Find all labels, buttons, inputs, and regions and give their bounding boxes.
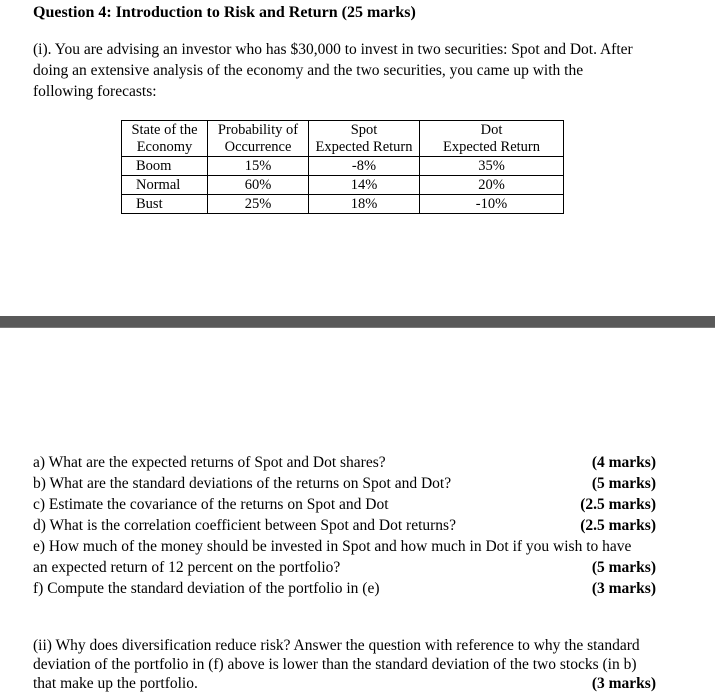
state-cell: Normal [122, 176, 208, 195]
table-row [122, 157, 564, 176]
spot-return-cell: 18% [309, 195, 420, 214]
question-intro [33, 39, 673, 102]
page-divider [0, 316, 715, 327]
question-f [33, 578, 656, 599]
question-e [33, 557, 656, 578]
question-marks: (2.5 marks) [580, 496, 656, 513]
question-marks: (4 marks) [591, 454, 656, 471]
dot-return-cell: 35% [420, 157, 564, 176]
probability-cell: 60% [208, 176, 309, 195]
question-list [33, 452, 656, 599]
part2-line: deviation of the portfolio in (f) above is lower than the standard deviation of the two stocks (in b) [33, 656, 637, 673]
question-text: f) Compute the standard deviation of the portfolio in (e) [33, 580, 380, 597]
question-text: a) What are the expected returns of Spot and Dot shares? [33, 454, 386, 471]
question-c [33, 494, 656, 515]
question-b [33, 473, 656, 494]
dot-return-cell: 20% [420, 176, 564, 195]
intro-line: following forecasts: [33, 83, 157, 100]
part2-line: (ii) Why does diversification reduce risk? Answer the question with reference to why the standard [33, 637, 640, 654]
spot-return-cell: 14% [309, 176, 420, 195]
header-dot-return: Dot Expected Return [420, 121, 564, 157]
part2-line: that make up the portfolio. [33, 675, 198, 692]
header-probability: Probability of Occurrence [208, 121, 309, 157]
table-row [122, 176, 564, 195]
question-text: c) Estimate the covariance of the returns on Spot and Dot [33, 496, 389, 513]
probability-cell: 25% [208, 195, 309, 214]
header-state-of-economy: State of the Economy [122, 121, 208, 157]
forecast-table [121, 120, 564, 214]
spot-return-cell: -8% [309, 157, 420, 176]
question-e-line1: e) How much of the money should be invested in Spot and how much in Dot if you wish to have [33, 538, 632, 555]
intro-line: (i). You are advising an investor who has $30,000 to invest in two securities: Spot and Dot. After [33, 41, 633, 58]
table-row [122, 195, 564, 214]
intro-line: doing an extensive analysis of the economy and the two securities, you came up with the [33, 62, 584, 79]
question-text: an expected return of 12 percent on the portfolio? [33, 559, 341, 576]
part2-last-line [33, 674, 656, 693]
question-marks: (5 marks) [591, 559, 656, 576]
table-header-row [122, 121, 564, 157]
question-marks: (5 marks) [591, 475, 656, 492]
state-cell: Boom [122, 157, 208, 176]
state-cell: Bust [122, 195, 208, 214]
question-text: d) What is the correlation coefficient between Spot and Dot returns? [33, 517, 456, 534]
question-marks: (3 marks) [591, 675, 656, 692]
question-text: b) What are the standard deviations of the returns on Spot and Dot? [33, 475, 452, 492]
dot-return-cell: -10% [420, 195, 564, 214]
probability-cell: 15% [208, 157, 309, 176]
question-part-ii [33, 636, 656, 693]
question-a [33, 452, 656, 473]
question-title: Question 4: Introduction to Risk and Return (25 marks) [33, 4, 416, 21]
header-spot-return: Spot Expected Return [309, 121, 420, 157]
question-marks: (3 marks) [591, 580, 656, 597]
question-d [33, 515, 656, 536]
question-marks: (2.5 marks) [580, 517, 656, 534]
